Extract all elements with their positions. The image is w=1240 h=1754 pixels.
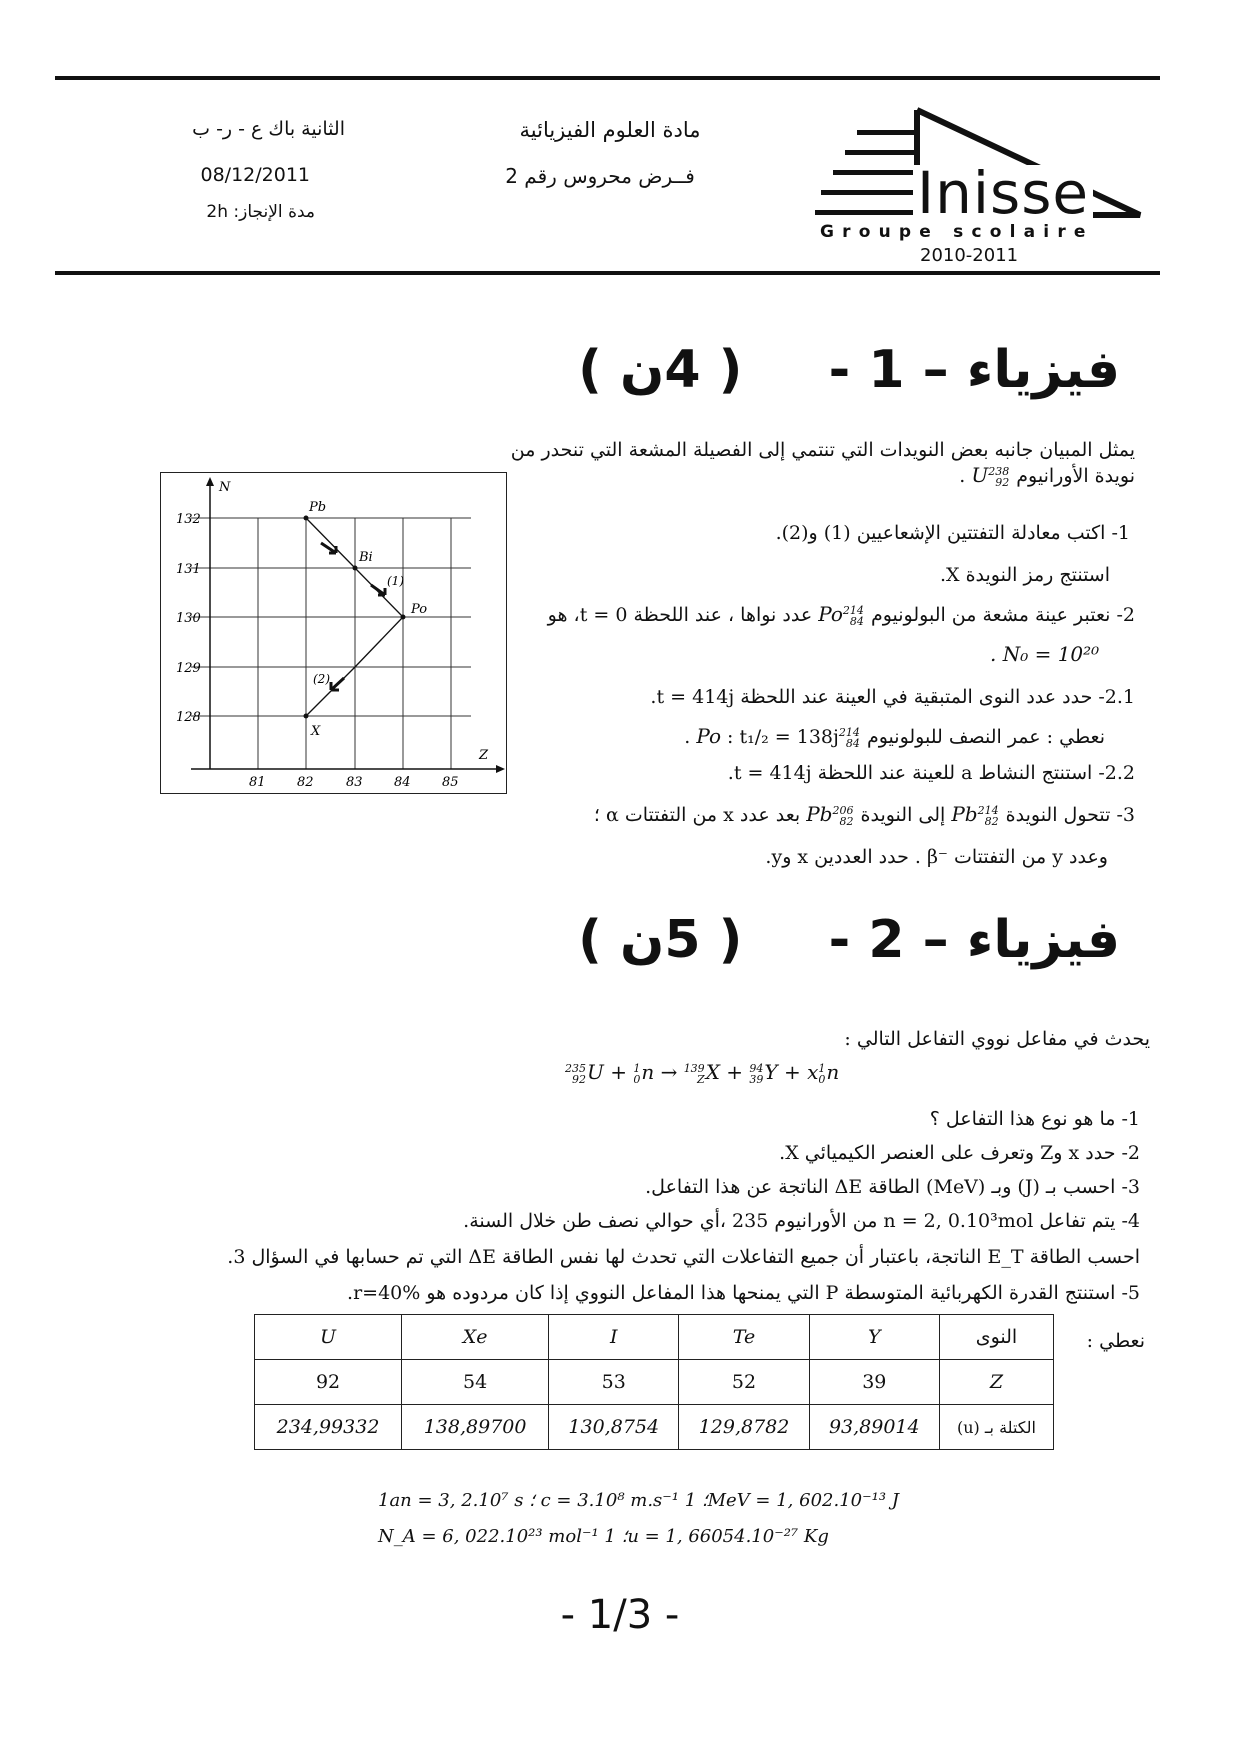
- cell-m-y: 93,89014: [809, 1405, 939, 1450]
- lead-206-symbol: 206 82 Pb: [806, 802, 854, 828]
- ex1-q3d: وعدد y من التفتتات ⁻β . حدد العددين x وy.: [765, 846, 1108, 868]
- x-tick-81: 81: [249, 775, 266, 790]
- school-logo: [815, 100, 1145, 270]
- cell-z-xe: 54: [402, 1360, 549, 1405]
- table-row: [255, 1315, 1054, 1360]
- subject-title: مادة العلوم الفيزيائية: [519, 118, 701, 142]
- ex1-q21-given: نعطي : عمر النصف للبولونيوم 214 84 Po : t₁/₂ = 138j .: [684, 724, 1105, 750]
- label-transition-1: (1): [387, 574, 404, 588]
- x-axis-arrow-icon: [496, 765, 505, 773]
- ex2-q1: 1- ما هو نوع هذا التفاعل ؟: [929, 1108, 1140, 1130]
- logo-subtitle: Groupe scolaire: [820, 222, 1094, 242]
- ex1-q2: 2- نعتبر عينة مشعة من البولونيوم 214 84 Po عدد نواها ، عند اللحظة t = 0، هو: [547, 602, 1135, 628]
- ex1-q21: 2.1- حدد عدد النوى المتبقية في العينة عند اللحظة t = 414j.: [650, 686, 1135, 708]
- x-tick-83: 83: [346, 775, 363, 790]
- header-bottom-rule: [55, 271, 1160, 275]
- uranium-238-symbol: 238 92 U: [971, 463, 1010, 489]
- x-tick-84: 84: [394, 775, 411, 790]
- y-axis-arrow-icon: [206, 477, 214, 486]
- label-bi: Bi: [359, 550, 373, 565]
- ex2-q5: 5- استنتج القدرة الكهربائية المتوسطة P التي يمنحها هذا المفاعل النووي إذا كان مردوده هو r=40%.: [347, 1282, 1140, 1304]
- page-number: - 1/3 -: [560, 1592, 680, 1638]
- exercise1-title: [560, 340, 1120, 400]
- ex2-q2: 2- حدد x وZ وتعرف على العنصر الكيميائي X.: [779, 1142, 1140, 1164]
- decay-chart-svg: [161, 473, 506, 793]
- polonium-214-symbol: 214 84 Po: [818, 602, 864, 628]
- point-x: [304, 714, 309, 719]
- exercise1-points: ( 4ن ): [578, 340, 743, 400]
- cell-z-y: 39: [809, 1360, 939, 1405]
- exam-duration: مدة الإنجاز: 2h: [206, 202, 315, 222]
- ex1-q22: 2.2- استنتج النشاط a للعينة عند اللحظة t = 414j.: [727, 762, 1135, 784]
- cell-mass-header: الكتلة بـ (u): [939, 1405, 1053, 1450]
- ex2-given-label: نعطي :: [1086, 1330, 1145, 1352]
- cell-nuclei-header: النوى: [939, 1315, 1053, 1360]
- exercise1-label: فيزياء – 1 -: [828, 340, 1120, 400]
- constants-line-2: N_A = 6, 022.10²³ mol⁻¹ ؛ 1u = 1, 66054.10⁻²⁷ Kg: [378, 1526, 829, 1547]
- ex2-q4b: احسب الطاقة E_T الناتجة، باعتبار أن جميع التفاعلات التي تحدث لها نفس الطاقة ΔE التي تم حسابها في السؤال 3.: [227, 1246, 1140, 1268]
- cell-xe: Xe: [402, 1315, 549, 1360]
- cell-m-te: 129,8782: [679, 1405, 809, 1450]
- y-axis-label: N: [219, 480, 231, 495]
- polonium-214-symbol-2: 214 84 Po: [696, 724, 860, 750]
- cell-i: I: [549, 1315, 679, 1360]
- cell-m-u: 234,99332: [255, 1405, 402, 1450]
- exam-date: 08/12/2011: [200, 164, 310, 186]
- label-x: X: [311, 724, 321, 739]
- y-tick-131: 131: [176, 562, 201, 577]
- decay-chart: [160, 472, 507, 794]
- nuclide-data-table: [254, 1314, 1054, 1450]
- x-tick-85: 85: [442, 775, 459, 790]
- x-tick-82: 82: [297, 775, 314, 790]
- cell-z-te: 52: [679, 1360, 809, 1405]
- ex2-q3: 3- احسب بـ (J) وبـ (MeV) الطاقة ΔE الناتجة عن هذا التفاعل.: [645, 1176, 1140, 1198]
- exam-title: فــرض محروس رقم 2: [505, 164, 695, 188]
- y-tick-129: 129: [176, 661, 201, 676]
- cell-z-header: Z: [939, 1360, 1053, 1405]
- alpha-arrow-icon: [331, 678, 344, 690]
- exercise1-intro: يمثل المبيان جانبه بعض النويدات التي تنتمي إلى الفصيلة المشعة التي تنحدر من نويدة الأورانيوم 238 92 U .: [510, 439, 1135, 489]
- point-pb: [304, 516, 309, 521]
- y-tick-130: 130: [176, 611, 201, 626]
- table-row: [255, 1360, 1054, 1405]
- label-transition-2: (2): [313, 672, 330, 686]
- x-axis-label: Z: [479, 748, 489, 763]
- exercise2-title: [560, 910, 1120, 970]
- fission-equation: 235 92 U + 1 0 n → 139 Z X + 94 39 Y + x 1 0 n: [565, 1060, 840, 1086]
- beta-arrow-1-icon: [321, 543, 336, 553]
- ex1-q1: 1- اكتب معادلة التفتتين الإشعاعيين (1) و(2).: [775, 522, 1130, 544]
- lead-214-symbol: 214 82 Pb: [951, 802, 999, 828]
- header-top-rule: [55, 76, 1160, 80]
- point-po: [401, 615, 406, 620]
- cell-y: Y: [809, 1315, 939, 1360]
- cell-z-i: 53: [549, 1360, 679, 1405]
- cell-u: U: [255, 1315, 402, 1360]
- ex1-q1b: استنتج رمز النويدة X.: [939, 564, 1110, 586]
- chart-grid: [191, 493, 471, 769]
- table-row: [255, 1405, 1054, 1450]
- point-bi: [353, 566, 358, 571]
- class-level: الثانية باك ع - ر- ب: [192, 118, 345, 140]
- label-po: Po: [411, 602, 428, 617]
- cell-z-u: 92: [255, 1360, 402, 1405]
- y-tick-128: 128: [176, 710, 201, 725]
- y-tick-132: 132: [176, 512, 201, 527]
- label-pb: Pb: [309, 500, 327, 515]
- school-year: 2010-2011: [920, 245, 1019, 266]
- beta-arrow-2-icon: [371, 585, 385, 595]
- logo-name: Inisse: [913, 165, 1093, 221]
- ex2-q4: 4- يتم تفاعل n = 2, 0.10³mol من الأورانيوم 235 ،أي حوالي نصف طن خلال السنة.: [463, 1210, 1140, 1232]
- exercise2-label: فيزياء – 2 -: [828, 910, 1120, 970]
- cell-m-xe: 138,89700: [402, 1405, 549, 1450]
- constants-line-1: 1an = 3, 2.10⁷ s ؛ c = 3.10⁸ m.s⁻¹ ؛ 1MeV = 1, 602.10⁻¹³ J: [378, 1490, 899, 1511]
- ex1-q3: 3- تتحول النويدة 214 82 Pb إلى النويدة 206 82 Pb بعد عدد x من التفتتات α ؛: [593, 802, 1135, 828]
- ex2-intro: يحدث في مفاعل نووي التفاعل التالي :: [844, 1028, 1150, 1050]
- cell-te: Te: [679, 1315, 809, 1360]
- ex1-n0: . N₀ = 10²⁰: [990, 642, 1100, 666]
- exercise2-points: ( 5ن ): [578, 910, 743, 970]
- cell-m-i: 130,8754: [549, 1405, 679, 1450]
